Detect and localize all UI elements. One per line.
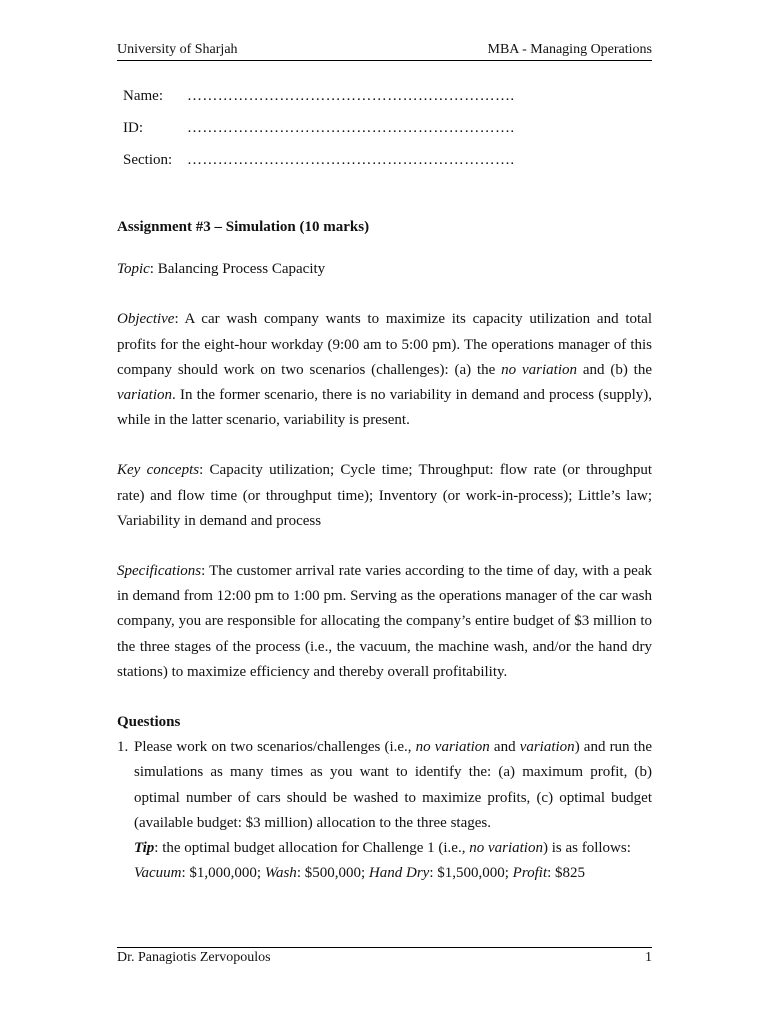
profit-value: : $825 — [547, 865, 586, 882]
vacuum-value: : $1,000,000; — [181, 865, 265, 882]
id-blank: ………………………………………………………. — [187, 120, 515, 136]
key-concepts-paragraph — [117, 458, 652, 534]
specifications-text: : The customer arrival rate varies according to the time of day, with a peak in demand from 12:00 pm to 1:00 pm. Serving as the operations manager of the car wash company, you are responsible for allocating the company’s entire budget of $3 million to the three stages of the process (i.e., the vacuum, the machine wash, and/or the hand dry stations) to maximize efficiency and thereby overall profitability. — [117, 563, 652, 680]
objective-text-3: . In the former scenario, there is no variability in demand and process (supply), while in the latter scenario, variability is present. — [117, 387, 652, 429]
specifications-label: Specifications — [117, 563, 202, 580]
q1-variation: variation — [519, 739, 575, 756]
q1-no-variation: no variation — [415, 739, 490, 756]
hand-dry-value: : $1,500,000; — [429, 865, 513, 882]
specifications-paragraph — [117, 559, 652, 685]
section-blank: ………………………………………………………. — [187, 152, 515, 168]
hand-dry-label: Hand Dry — [368, 865, 430, 882]
header-institution: University of Sharjah — [117, 42, 238, 57]
questions-heading: Questions — [117, 714, 181, 731]
objective-label: Objective — [117, 311, 175, 328]
header-course: MBA - Managing Operations — [487, 42, 652, 57]
name-blank: ………………………………………………………. — [187, 88, 515, 104]
page-number: 1 — [645, 950, 652, 965]
section-label: Section: — [123, 152, 173, 168]
q1-text-1: Please work on two scenarios/challenges (i.e., — [134, 739, 416, 756]
topic-text: : Balancing Process Capacity — [149, 261, 326, 278]
objective-text-1: : A car wash company wants to maximize its capacity utilization and total profits for the eight-hour workday (9:00 am to 5:00 pm). The operations manager of this company should work on two scenarios (challenges): (a) the — [117, 311, 652, 378]
tip-no-variation: no variation — [469, 840, 543, 857]
key-concepts-text: : Capacity utilization; Cycle time; Throughput: flow rate (or throughput rate) and flow time (or throughput time); Inventory (or work-in-process); Little’s law; Variability in demand and process — [117, 462, 652, 529]
profit-label: Profit — [512, 865, 548, 882]
topic-paragraph — [117, 257, 652, 282]
name-label: Name: — [123, 88, 163, 104]
tip-label: Tip — [134, 840, 155, 857]
objective-variation: variation — [117, 387, 172, 404]
footer-author: Dr. Panagiotis Zervopoulos — [117, 950, 271, 965]
topic-label: Topic — [117, 261, 150, 278]
id-label: ID: — [123, 120, 143, 136]
questions-list — [117, 735, 652, 886]
assignment-title: Assignment #3 – Simulation (10 marks) — [117, 219, 370, 235]
objective-no-variation: no variation — [501, 361, 577, 378]
question-number: 1. — [117, 739, 129, 756]
objective-text-2: and (b) the — [577, 361, 653, 378]
wash-value: : $500,000; — [296, 865, 369, 882]
wash-label: Wash — [264, 865, 297, 882]
tip-text-1: : the optimal budget allocation for Challenge 1 (i.e., — [154, 840, 470, 857]
q1-text-3: ) and run the simulations as many times as you want to identify the: (a) maximum profit, (b) optimal number of cars should be washed to maximize profits, (c) optimal budget (available budget: $3 million) allocation to the three stages. — [134, 739, 652, 831]
key-concepts-label: Key concepts — [117, 462, 200, 479]
vacuum-label: Vacuum — [134, 865, 182, 882]
objective-paragraph — [117, 307, 652, 433]
q1-text-2: and — [489, 739, 520, 756]
tip-text-2: ) is as follows: — [542, 840, 631, 857]
question-1 — [117, 735, 652, 886]
page-header — [117, 41, 652, 61]
assignment-body — [117, 215, 652, 886]
page-footer — [117, 947, 652, 970]
